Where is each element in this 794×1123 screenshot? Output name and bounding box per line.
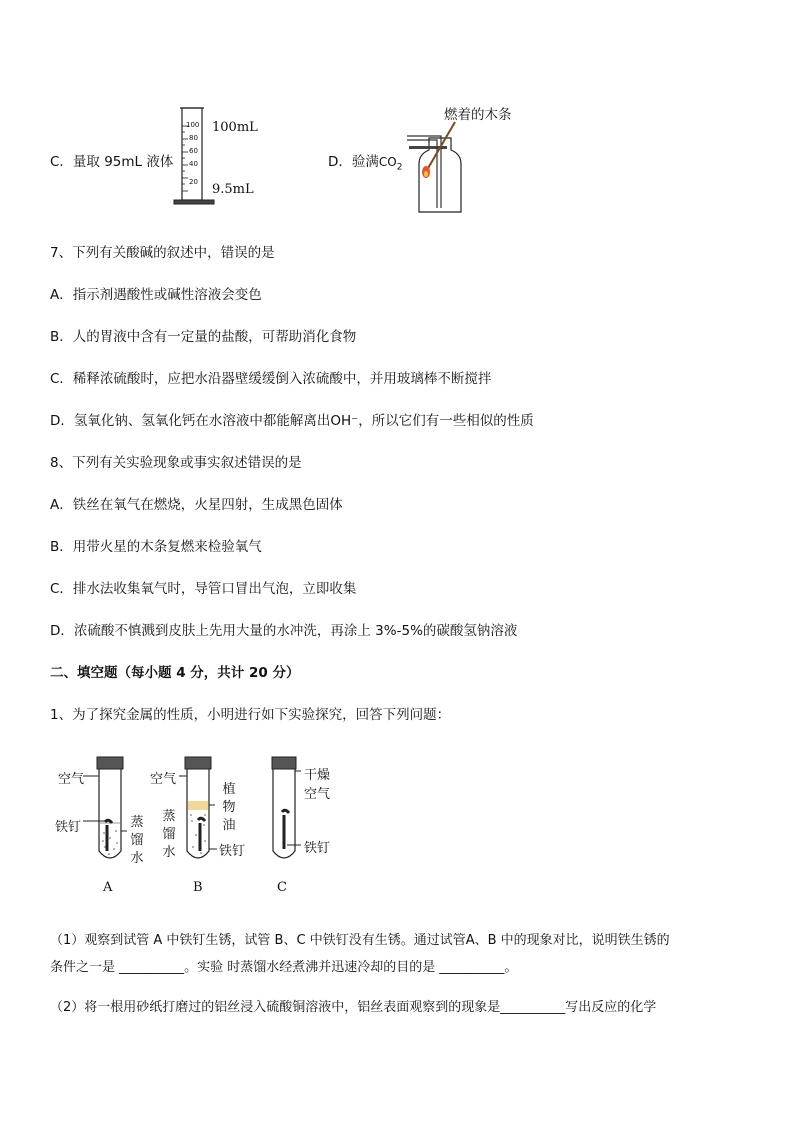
- q6-option-d-prefix: D．验满: [328, 154, 379, 170]
- q8-option-c: C．排水法收集氧气时，导管口冒出气泡，立即收集: [50, 581, 357, 597]
- tube-a: [83, 757, 127, 858]
- cylinder-tick-80: 80: [189, 134, 198, 142]
- section-heading: 二、填空题（每小题 4 分，共计 20 分）: [50, 665, 300, 681]
- tube-b-caption: B: [193, 880, 203, 895]
- q6-option-d: [328, 150, 402, 173]
- burning-stick-label: 燃着的木条: [444, 107, 512, 123]
- tube-b-nail-label: 铁钉: [219, 844, 246, 859]
- cylinder-tick-20: 20: [189, 178, 198, 186]
- tube-a-air-label: 空气: [58, 772, 85, 787]
- tube-b-water-label: 蒸馏水: [162, 809, 176, 860]
- tube-c-air-label: 空气: [304, 787, 331, 802]
- cylinder-tick-100: 100: [186, 121, 200, 129]
- fill1-sub1-line2: 条件之一是 __________。实验 时蒸馏水经煮沸并迅速冷却的目的是 __________。: [50, 960, 518, 975]
- tube-a-water-label: 蒸馏水: [130, 815, 144, 866]
- fill1-sub2-line1: （2）将一根用砂纸打磨过的铝丝浸入硫酸铜溶液中，铝丝表面观察到的现象是__________写出反应的化学: [50, 1000, 657, 1015]
- q8-stem: 8、下列有关实验现象或事实叙述错误的是: [50, 455, 302, 471]
- q8-option-d: D．浓硫酸不慎溅到皮肤上先用大量的水冲洗，再涂上 3%-5%的碳酸氢钠溶液: [50, 623, 518, 639]
- fill1-stem: 1、为了探究金属的性质，小明进行如下实验探究，回答下列问题：: [50, 707, 451, 723]
- q6-option-d-formula: CO: [378, 155, 397, 169]
- q7-option-d: D．氢氧化钠、氢氧化钙在水溶液中都能解离出OH⁻，所以它们有一些相似的性质: [50, 413, 534, 429]
- tube-b-air-label: 空气: [150, 772, 177, 787]
- fill1-sub1-line1: （1）观察到试管 A 中铁钉生锈，试管 B、C 中铁钉没有生锈。通过试管A、B 中的现象对比，说明铁生锈的: [50, 933, 670, 948]
- q6-option-c: C．量取 95mL 液体: [50, 154, 174, 170]
- q6-option-d-subscript: 2: [396, 162, 403, 173]
- cylinder-top-label: 100mL: [212, 120, 258, 135]
- tube-c-dry-label: 干燥: [304, 768, 331, 783]
- q7-option-c: C．稀释浓硫酸时，应把水沿器壁缓缓倒入浓硫酸中，并用玻璃棒不断搅拌: [50, 371, 492, 387]
- tube-c-caption: C: [277, 880, 287, 895]
- cylinder-tick-40: 40: [189, 160, 198, 168]
- test-tubes-figure: [55, 755, 345, 870]
- graduated-cylinder-figure: [170, 104, 218, 208]
- tube-b-oil-label: 植物油: [222, 782, 236, 833]
- cylinder-bottom-label: 9.5mL: [212, 182, 254, 197]
- gas-bottle-figure: [405, 120, 465, 215]
- tube-c: [272, 757, 301, 858]
- q7-stem: 7、下列有关酸碱的叙述中，错误的是: [50, 245, 275, 261]
- q8-option-b: B．用带火星的木条复燃来检验氧气: [50, 539, 262, 555]
- tube-a-caption: A: [103, 880, 113, 895]
- tube-c-nail-label: 铁钉: [304, 841, 331, 856]
- tube-b: [179, 757, 217, 858]
- cylinder-tick-60: 60: [189, 147, 198, 155]
- q7-option-a: A．指示剂遇酸性或碱性溶液会变色: [50, 287, 262, 303]
- tube-a-nail-label: 铁钉: [55, 820, 82, 835]
- q7-option-b: B．人的胃液中含有一定量的盐酸，可帮助消化食物: [50, 329, 357, 345]
- q8-option-a: A．铁丝在氧气在燃烧，火星四射，生成黑色固体: [50, 497, 343, 513]
